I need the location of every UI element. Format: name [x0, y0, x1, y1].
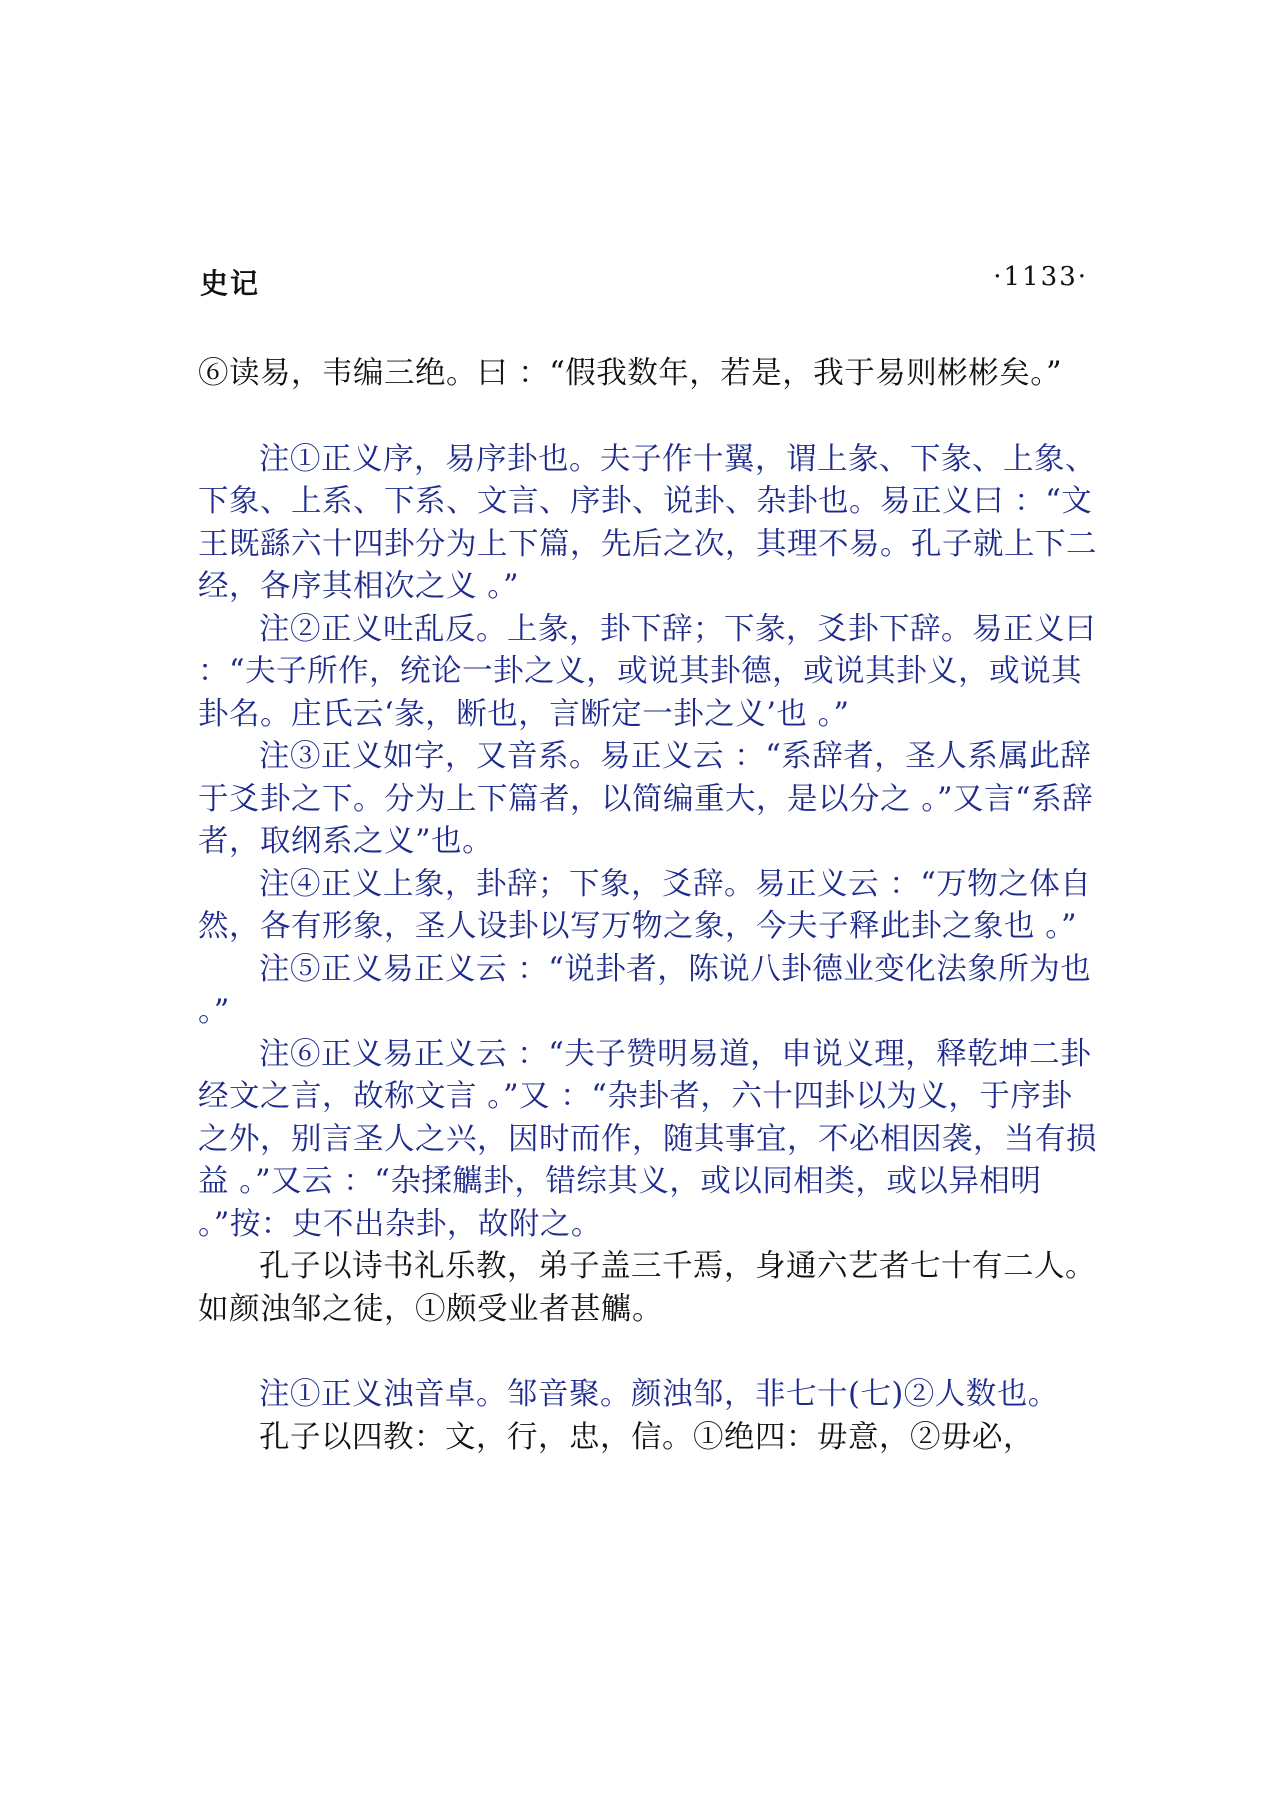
annotation-paragraph: 注③正义如字，又音系。易正义云 ：“系辞者，圣人系属此辞于爻卦之下。分为上下篇者，以简编重大，是以分之 。”又言“系辞者，取纲系之义”也。 [198, 739, 1094, 859]
annotation-paragraph: 注①正义浊音卓。邹音聚。颜浊邹，非七十(七)②人数也。 [259, 1377, 1059, 1412]
running-head [200, 262, 1088, 302]
main-paragraph: 孔子以诗书礼乐教，弟子盖三千焉，身通六艺者七十有二人。如颜浊邹之徒，①颇受业者甚觽。 [198, 1249, 1096, 1327]
annotation-paragraph: 注⑤正义易正义云 ：“说卦者，陈说八卦德业变化法象所为也 。” [198, 951, 1092, 1029]
annotation-paragraph: 注⑥正义易正义云 ：“夫子赞明易道，申说义理，释乾坤二卦经文之言，故称文言 。”又 ：“杂卦者，六十四卦以为义，于序卦之外，别言圣人之兴，因时而作，随其事宜，不必相因袭，当有损益 。”又云 ：“杂揉觽卦，错综其义，或以同相类，或以异相明 。”按：史不出杂卦，故附之。 [198, 1036, 1097, 1242]
body-text [198, 353, 1098, 1459]
annotation-paragraph: 注②正义吐乱反。上彖，卦下辞；下彖，爻卦下辞。易正义曰 ：“夫子所作，统论一卦之义，或说其卦德，或说其卦义，或说其卦名。庄氏云‘彖，断也，言断定一卦之义’也 。” [198, 611, 1096, 732]
annotation-paragraph: 注④正义上象，卦辞；下象，爻辞。易正义云 ：“万物之体自然，各有形象，圣人设卦以写万物之象，今夫子释此卦之象也 。” [198, 866, 1092, 944]
book-title: 史记 [200, 267, 261, 300]
annotation-paragraph: 注①正义序，易序卦也。夫子作十翼，谓上彖、下彖、上象、下象、上系、下系、文言、序卦、说卦、杂卦也。易正义曰 ：“文王既繇六十四卦分为上下篇，先后之次，其理不易。孔子就上下二经，各序其相次之义 。” [198, 441, 1097, 604]
main-paragraph: ⑥读易，韦编三绝。曰 ：“假我数年，若是，我于易则彬彬矣。” [198, 356, 1063, 391]
main-paragraph: 孔子以四教：文，行，忠，信。①绝四：毋意，②毋必， [259, 1419, 1034, 1455]
page-number: ·1133· [993, 262, 1088, 292]
